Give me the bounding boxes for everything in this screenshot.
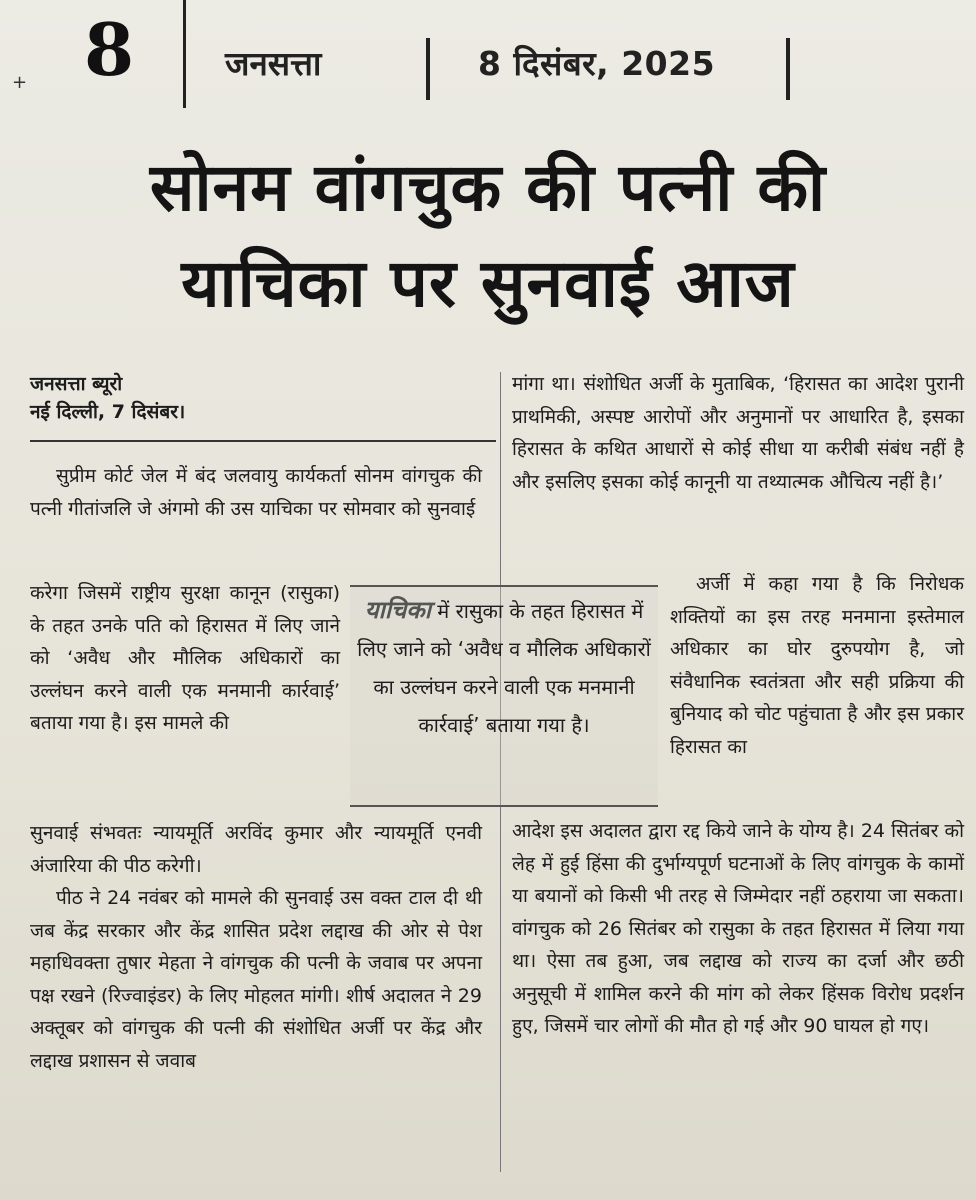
header-divider bbox=[786, 38, 790, 100]
newspaper-name: जनसत्ता bbox=[225, 44, 322, 83]
article-paragraph: अर्जी में कहा गया है कि निरोधक शक्तियों का इस तरह मनमाना इस्तेमाल अधिकार का घोर दुरुपयोग है, जो संवैधानिक स्वतंत्रता और सही प्रक्रिया की बुनियाद को चोट पहुंचाता है और इस प्रकार हिरासत का bbox=[670, 573, 964, 758]
pull-quote-text bbox=[354, 591, 654, 744]
article-paragraph: करेगा जिसमें राष्ट्रीय सुरक्षा कानून (रासुका) के तहत उनके पति को हिरासत में लिए जाने को ‘अवैध और मौलिक अधिकारों का उल्लंघन करने वाली एक मनमानी कार्रवाई’ बताया गया है। इस मामले की bbox=[30, 582, 340, 734]
headline bbox=[0, 140, 976, 332]
headline-line-2: याचिका पर सुनवाई आज bbox=[181, 245, 795, 322]
dateline: नई दिल्ली, 7 दिसंबर। bbox=[30, 401, 186, 423]
pull-quote-lead: याचिका bbox=[364, 596, 431, 624]
byline bbox=[30, 370, 185, 426]
article-paragraph: सुनवाई संभवतः न्यायमूर्ति अरविंद कुमार और न्यायमूर्ति एनवी अंजारिया की पीठ करेगी। bbox=[30, 822, 482, 877]
article-paragraph: मांगा था। संशोधित अर्जी के मुताबिक, ‘हिरासत का आदेश पुरानी प्राथमिकी, अस्पष्ट आरोपों और अनुमानों पर आधारित है, इसका हिरासत के कथित आधारों से कोई सीधा या करीबी संबंध नहीं है और इसलिए इसका कोई कानूनी या तथ्यात्मक औचित्य नहीं है।’ bbox=[512, 373, 964, 493]
byline-author: जनसत्ता ब्यूरो bbox=[30, 373, 123, 395]
header-divider bbox=[426, 38, 430, 100]
issue-date: 8 दिसंबर, 2025 bbox=[478, 44, 716, 83]
byline-divider bbox=[30, 440, 496, 442]
pull-quote-body: में रासुका के तहत हिरासत में लिए जाने को ‘अवैध व मौलिक अधिकारों का उल्लंघन करने वाली एक मनमानी कार्रवाई’ बताया गया है। bbox=[357, 599, 651, 737]
article-paragraph: पीठ ने 24 नवंबर को मामले की सुनवाई उस वक्त टाल दी थी जब केंद्र सरकार और केंद्र शासित प्रदेश लद्दाख की ओर से पेश महाधिवक्ता तुषार मेहता ने वांगचुक की पत्नी के जवाब पर अपना पक्ष रखने (रिज्वाइंडर) के लिए मोहलत मांगी। शीर्ष अदालत ने 29 अक्तूबर को वांगचुक की पत्नी की संशोधित अर्जी पर केंद्र और लद्दाख प्रशासन से जवाब bbox=[30, 887, 482, 1072]
headline-line-1: सोनम वांगचुक की पत्नी की bbox=[149, 149, 827, 226]
page-number: 8 bbox=[84, 7, 135, 92]
article-text-block bbox=[30, 817, 482, 1077]
header-divider bbox=[183, 0, 186, 108]
article-paragraph: आदेश इस अदालत द्वारा रद्द किये जाने के योग्य है। 24 सितंबर को लेह में हुई हिंसा की दुर्भाग्यपूर्ण घटनाओं के लिए वांगचुक के कामों या बयानों को किसी भी तरह से जिम्मेदार नहीं ठहराया जा सकता। वांगचुक को 26 सितंबर को रासुका के तहत हिरासत में लिया गया था। ऐसा तब हुआ, जब लद्दाख को राज्य का दर्जा और छठी अनुसूची में शामिल करने की मांग को लेकर हिंसक विरोध प्रदर्शन हुए, जिसमें चार लोगों की मौत हो गई और 90 घायल हो गए। bbox=[512, 820, 964, 1037]
article-paragraph: सुप्रीम कोर्ट जेल में बंद जलवायु कार्यकर्ता सोनम वांगचुक की पत्नी गीतांजलि जे अंगमो की उस याचिका पर सोमवार को सुनवाई bbox=[30, 465, 482, 520]
pull-quote bbox=[350, 585, 658, 807]
crop-mark: + bbox=[12, 72, 28, 93]
